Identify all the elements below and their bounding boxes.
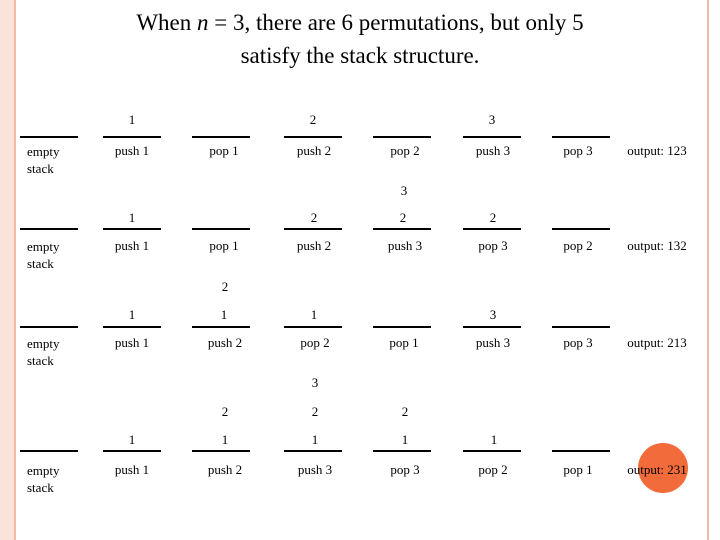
stack-value: 1 [128, 210, 136, 225]
operation-label: push 2 [296, 143, 332, 158]
stack-value: 1 [128, 432, 136, 447]
stack-value: 3 [311, 375, 319, 390]
stack-value: 1 [128, 307, 136, 322]
operation-label: pop 2 [563, 238, 593, 253]
left-border-line [14, 0, 16, 540]
stack-base-line [463, 228, 521, 230]
operation-label: push 1 [114, 238, 150, 253]
title-line-2: satisfy the stack structure. [240, 43, 480, 68]
stack-value: 1 [311, 432, 319, 447]
empty-stack-label: empty stack [27, 463, 60, 495]
stack-base-line [192, 326, 250, 328]
operation-label: push 1 [114, 462, 150, 477]
stack-base-line [373, 228, 431, 230]
stack-base-line [20, 326, 78, 328]
operation-label: push 3 [387, 238, 423, 253]
stack-base-line [192, 450, 250, 452]
left-border-band [0, 0, 14, 540]
stack-value: 1 [220, 307, 228, 322]
stack-base-line [192, 228, 250, 230]
output-label: output: 231 [627, 462, 687, 477]
stack-value: 1 [401, 432, 409, 447]
stack-base-line [373, 326, 431, 328]
stack-base-line [284, 136, 342, 138]
operation-label: pop 2 [478, 462, 508, 477]
stack-base-line [103, 450, 161, 452]
stack-base-line [20, 228, 78, 230]
operation-label: push 1 [114, 143, 150, 158]
slide-title [100, 6, 620, 72]
stack-value: 2 [309, 112, 317, 127]
stack-base-line [20, 450, 78, 452]
operation-label: pop 1 [209, 143, 239, 158]
stack-value: 2 [221, 404, 229, 419]
operation-label: pop 1 [209, 238, 239, 253]
stack-value: 1 [221, 432, 229, 447]
stack-base-line [373, 136, 431, 138]
stack-base-line [552, 326, 610, 328]
operation-label: pop 1 [563, 462, 593, 477]
stack-base-line [463, 326, 521, 328]
output-label: output: 132 [627, 238, 687, 253]
operation-label: push 2 [207, 335, 243, 350]
stack-value: 1 [310, 307, 318, 322]
stack-base-line [103, 228, 161, 230]
stack-value: 1 [128, 112, 136, 127]
variable-n: n [197, 10, 209, 35]
operation-label: push 3 [475, 143, 511, 158]
stack-base-line [284, 228, 342, 230]
operation-label: push 3 [475, 335, 511, 350]
empty-stack-label: empty stack [27, 336, 60, 368]
right-border-line [707, 0, 709, 540]
operation-label: pop 3 [563, 335, 593, 350]
stack-base-line [20, 136, 78, 138]
stack-base-line [192, 136, 250, 138]
operation-label: push 2 [207, 462, 243, 477]
stack-base-line [463, 136, 521, 138]
operation-label: pop 3 [390, 462, 420, 477]
operation-label: pop 2 [300, 335, 330, 350]
stack-value: 2 [311, 404, 319, 419]
stack-base-line [103, 326, 161, 328]
operation-label: push 3 [297, 462, 333, 477]
stack-value: 1 [490, 432, 498, 447]
operation-label: pop 3 [563, 143, 593, 158]
operation-label: push 2 [296, 238, 332, 253]
stack-value: 2 [489, 210, 497, 225]
empty-stack-label: empty stack [27, 144, 60, 176]
title-line-1: When n = 3, there are 6 permutations, but only 5 [136, 10, 584, 35]
stack-value: 3 [400, 183, 408, 198]
stack-value: 3 [489, 307, 497, 322]
stack-base-line [103, 136, 161, 138]
operation-label: pop 1 [389, 335, 419, 350]
stack-value: 2 [401, 404, 409, 419]
stack-base-line [552, 450, 610, 452]
stack-value: 3 [488, 112, 496, 127]
stack-base-line [373, 450, 431, 452]
operation-label: pop 2 [390, 143, 420, 158]
stack-base-line [463, 450, 521, 452]
output-label: output: 123 [627, 143, 687, 158]
stack-base-line [284, 326, 342, 328]
output-label: output: 213 [627, 335, 687, 350]
stack-value: 2 [221, 279, 229, 294]
empty-stack-label: empty stack [27, 239, 60, 271]
stack-base-line [284, 450, 342, 452]
stack-value: 2 [399, 210, 407, 225]
stack-base-line [552, 136, 610, 138]
operation-label: push 1 [114, 335, 150, 350]
stack-base-line [552, 228, 610, 230]
operation-label: pop 3 [478, 238, 508, 253]
stack-value: 2 [310, 210, 318, 225]
